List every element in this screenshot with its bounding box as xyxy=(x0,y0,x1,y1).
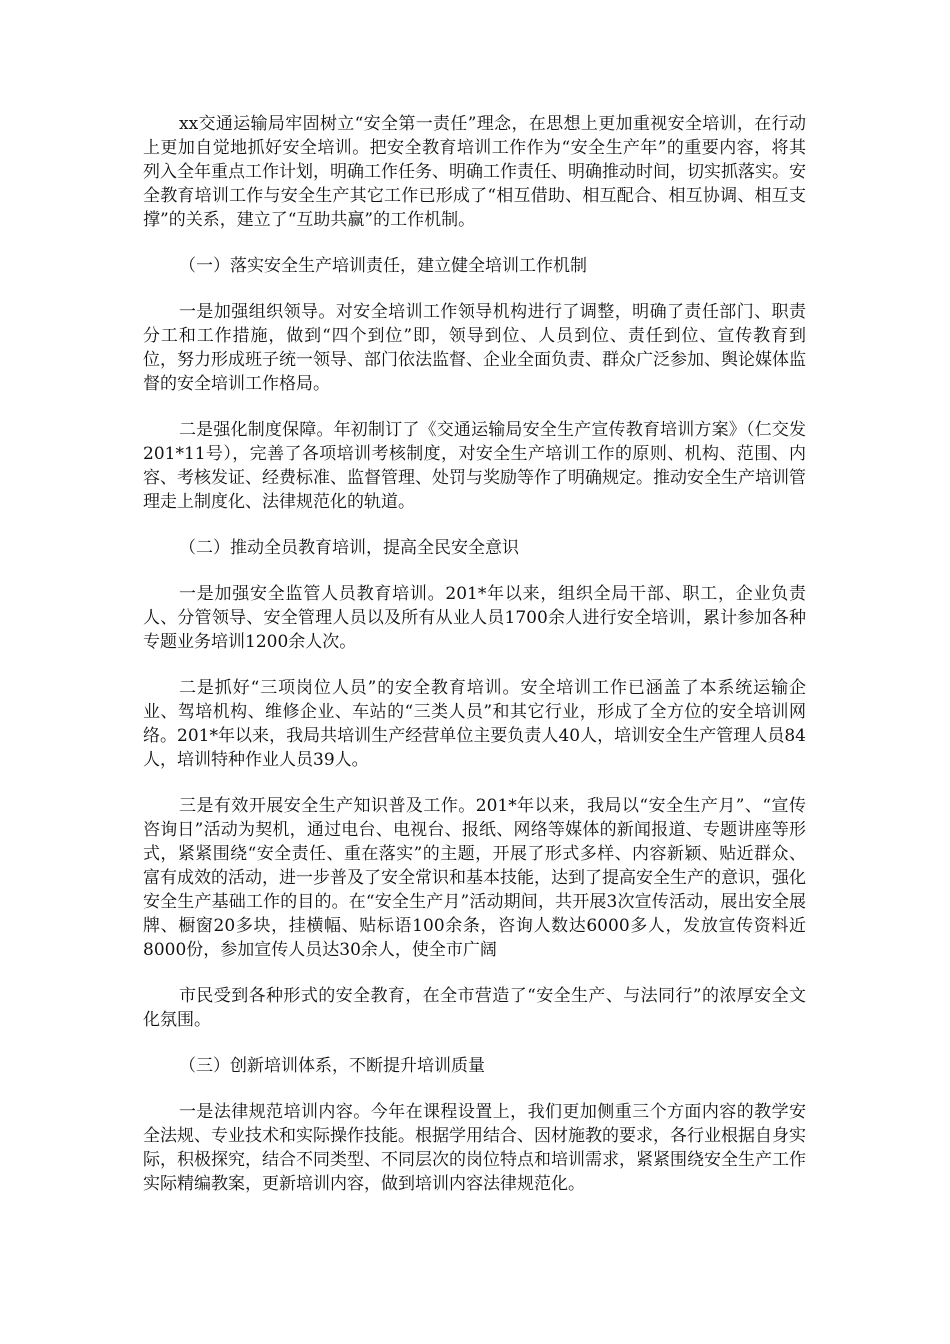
body-paragraph: 二是抓好“三项岗位人员”的安全教育培训。安全培训工作已涵盖了本系统运输企业、驾培机构、维修企业、车站的“三类人员”和其它行业，形成了全方位的安全培训网络。201*年以来，我局共培训生产经营单位主要负责人40人，培训安全生产管理人员84人，培训特种作业人员39人。 xyxy=(143,678,806,770)
body-paragraph: 一是法律规范培训内容。今年在课程设置上，我们更加侧重三个方面内容的教学安全法规、专业技术和实际操作技能。根据学用结合、因材施教的要求，各行业根据自身实际，积极探究，结合不同类型、不同层次的岗位特点和培训需求，紧紧围绕安全生产工作实际精编教案，更新培训内容，做到培训内容法律规范化。 xyxy=(143,1102,806,1194)
intro-paragraph: xx交通运输局牢固树立“安全第一责任”理念，在思想上更加重视安全培训，在行动上更加自觉地抓好安全培训。把安全教育培训工作作为“安全生产年”的重要内容，将其列入全年重点工作计划，明确工作任务、明确工作责任、明确推动时间，切实抓落实。安全教育培训工作与安全生产其它工作已形成了“相互借助、相互配合、相互协调、相互支撑”的关系，建立了“互助共赢”的工作机制。 xyxy=(143,114,806,230)
body-paragraph: 一是加强安全监管人员教育培训。201*年以来，组织全局干部、职工，企业负责人、分管领导、安全管理人员以及所有从业人员1700余人进行安全培训，累计参加各种专题业务培训1200余人次。 xyxy=(143,584,806,652)
section-heading-2: （二）推动全员教育培训，提高全民安全意识 xyxy=(179,538,519,558)
body-paragraph: 市民受到各种形式的安全教育，在全市营造了“安全生产、与法同行”的浓厚安全文化氛围。 xyxy=(143,986,806,1030)
body-paragraph: 一是加强组织领导。对安全培训工作领导机构进行了调整，明确了责任部门、职责分工和工作措施，做到“四个到位”即，领导到位、人员到位、责任到位、宣传教育到位，努力形成班子统一领导、部门依法监督、企业全面负责、群众广泛参加、舆论媒体监督的安全培训工作格局。 xyxy=(143,302,806,394)
body-paragraph: 三是有效开展安全生产知识普及工作。201*年以来，我局以“安全生产月”、“宣传咨询日”活动为契机，通过电台、电视台、报纸、网络等媒体的新闻报道、专题讲座等形式，紧紧围绕“安全责任、重在落实”的主题，开展了形式多样、内容新颖、贴近群众、富有成效的活动，进一步普及了安全常识和基本技能，达到了提高安全生产的意识，强化安全生产基础工作的目的。在“安全生产月”活动期间，共开展3次宣传活动，展出安全展牌、橱窗20多块，挂横幅、贴标语100余条，咨询人数达6000多人，发放宣传资料近8000份，参加宣传人员达30余人，使全市广阔 xyxy=(143,796,806,960)
section-heading-3: （三）创新培训体系，不断提升培训质量 xyxy=(179,1056,485,1076)
section-heading-1: （一）落实安全生产培训责任，建立健全培训工作机制 xyxy=(179,256,587,276)
document-page xyxy=(143,112,806,1218)
body-paragraph: 二是强化制度保障。年初制订了《交通运输局安全生产宣传教育培训方案》（仁交发201*11号），完善了各项培训考核制度，对安全生产培训工作的原则、机构、范围、内容、考核发证、经费标准、监督管理、处罚与奖励等作了明确规定。推动安全生产培训管理走上制度化、法律规范化的轨道。 xyxy=(143,420,806,512)
